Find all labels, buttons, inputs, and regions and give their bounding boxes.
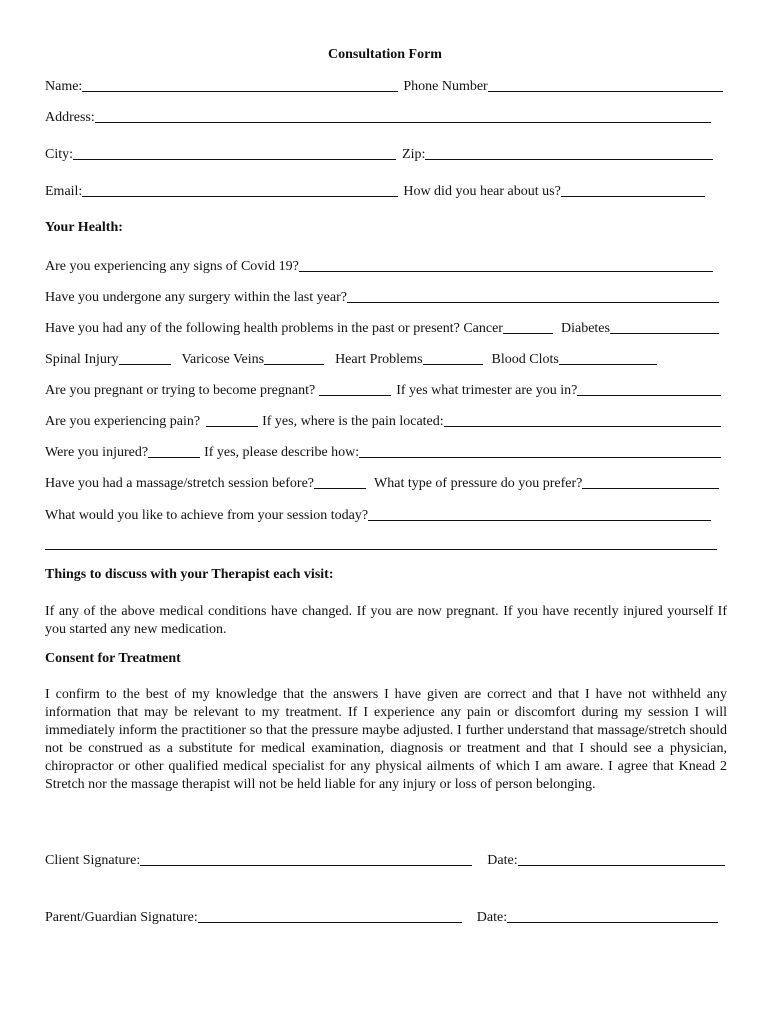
name-field[interactable] [82,78,398,92]
varicose-veins-label: Varicose Veins [181,352,265,367]
address-row [45,106,711,126]
injured-field[interactable] [148,444,200,458]
injured-describe-label: If yes, please describe how: [204,445,360,460]
city-zip-row [45,143,713,163]
achieve-row [45,504,711,524]
zip-field[interactable] [425,146,713,160]
heart-problems-field[interactable] [423,351,483,365]
address-label: Address: [45,110,95,125]
pregnant-field[interactable] [319,382,391,396]
pregnant-label: Are you pregnant or trying to become pregnant? [45,383,316,398]
email-label: Email: [45,184,83,199]
heart-problems-label: Heart Problems [335,352,423,367]
name-label: Name: [45,79,83,94]
blood-clots-label: Blood Clots [491,352,559,367]
name-phone-row [45,75,723,95]
health-problems-label: Have you had any of the following health problems in the past or present? Cancer [45,321,503,336]
hear-about-field[interactable] [561,183,705,197]
client-signature-label: Client Signature: [45,853,141,868]
spinal-injury-field[interactable] [119,351,171,365]
guardian-signature-field[interactable] [198,909,462,923]
diabetes-field[interactable] [610,320,719,334]
diabetes-label: Diabetes [560,321,610,336]
injured-row [45,441,721,461]
email-field[interactable] [82,183,398,197]
pressure-label: What type of pressure do you prefer? [374,476,583,491]
guardian-signature-row [45,906,718,926]
varicose-veins-field[interactable] [264,351,324,365]
client-signature-field[interactable] [140,852,472,866]
achieve-continuation-line[interactable] [45,549,717,550]
pain-row [45,410,721,430]
address-field[interactable] [95,109,711,123]
pain-location-label: If yes, where is the pain located: [262,414,444,429]
covid-row [45,255,713,275]
injured-describe-field[interactable] [359,444,721,458]
things-to-discuss-heading: Things to discuss with your Therapist each visit: [45,567,334,582]
guardian-date-field[interactable] [507,909,718,923]
phone-field[interactable] [488,78,723,92]
zip-label: Zip: [402,147,426,162]
spinal-injury-label: Spinal Injury [45,352,119,367]
trimester-field[interactable] [577,382,721,396]
client-date-field[interactable] [518,852,725,866]
client-date-label: Date: [487,853,518,868]
guardian-date-label: Date: [476,910,508,925]
surgery-field[interactable] [347,289,719,303]
consent-heading: Consent for Treatment [45,651,181,666]
city-label: City: [45,147,74,162]
conditions-row [45,348,657,368]
massage-row [45,472,719,492]
achieve-field[interactable] [368,507,711,521]
surgery-label: Have you undergone any surgery within the last year? [45,290,347,305]
cancer-field[interactable] [503,320,553,334]
pain-label: Are you experiencing pain? [45,414,201,429]
covid-field[interactable] [299,258,713,272]
covid-label: Are you experiencing any signs of Covid 19? [45,259,299,274]
pregnant-row [45,379,721,399]
guardian-signature-label: Parent/Guardian Signature: [45,910,198,925]
consent-text: I confirm to the best of my knowledge that the answers I have given are correct and that I have not withheld any information that may be relevant to my treatment. If I experience any pain or discomfort during my session I will immediately inform the practitioner so that the pressure maybe adjusted. I further understand that massage/stretch should not be construed as a substitute for medical examination, diagnosis or treatment and that I should see a physician, chiropractor or other qualified medical specialist for any physical ailments of which I am aware. I agree that Knead 2 Stretch nor the massage therapist will not be held liable for any injury or loss of person belonging. [45,687,727,792]
your-health-heading: Your Health: [45,220,123,235]
achieve-label: What would you like to achieve from your session today? [45,508,369,523]
pain-field[interactable] [206,413,258,427]
email-row [45,180,705,200]
injured-label: Were you injured? [45,445,149,460]
things-to-discuss-text: If any of the above medical conditions have changed. If you are now pregnant. If you have recently injured yourself If you started any new medication. [45,604,727,637]
client-signature-row [45,849,725,869]
massage-before-field[interactable] [314,475,366,489]
trimester-label: If yes what trimester are you in? [396,383,578,398]
blood-clots-field[interactable] [559,351,657,365]
hear-about-label: How did you hear about us? [403,184,561,199]
surgery-row [45,286,719,306]
phone-label: Phone Number [403,79,488,94]
massage-before-label: Have you had a massage/stretch session before? [45,476,315,491]
pain-location-field[interactable] [444,413,721,427]
pressure-field[interactable] [582,475,719,489]
city-field[interactable] [73,146,396,160]
form-title: Consultation Form [328,47,442,62]
health-problems-row [45,317,719,337]
